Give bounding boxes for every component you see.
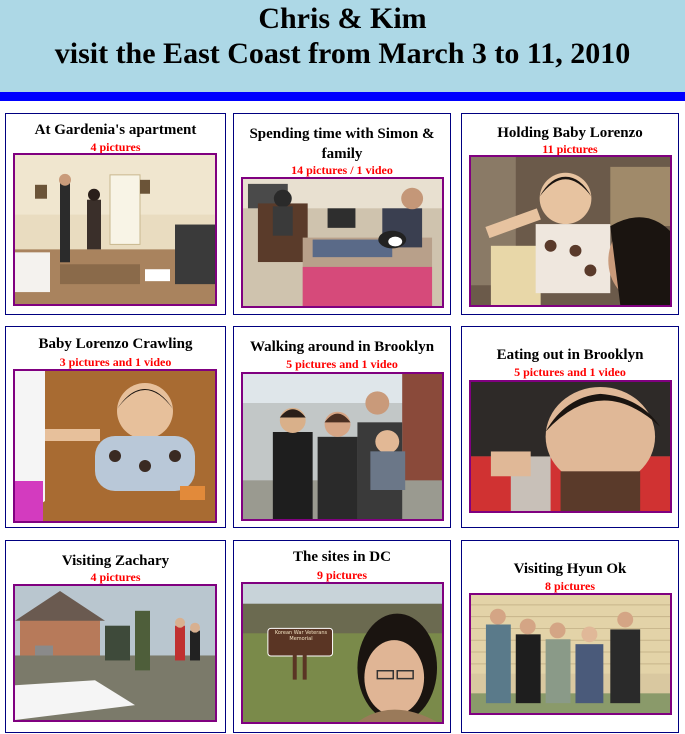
album-cell-gardenia-apartment[interactable] bbox=[5, 113, 226, 315]
group-of-five-photo[interactable] bbox=[469, 593, 672, 715]
album-count: 5 pictures and 1 video bbox=[514, 365, 626, 379]
album-title: Walking around in Brooklyn bbox=[249, 339, 435, 355]
album-count: 3 pictures and 1 video bbox=[59, 355, 172, 369]
album-title: Baby Lorenzo Crawling bbox=[38, 336, 193, 352]
album-title: At Gardenia's apartment bbox=[34, 122, 197, 138]
memorial-sign-text: Korean War Veterans Memorial bbox=[274, 630, 328, 642]
album-count: 4 pictures bbox=[90, 570, 141, 584]
album-title: Spending time with Simon & family bbox=[249, 126, 435, 162]
album-cell-brooklyn-walk[interactable] bbox=[233, 326, 451, 528]
album-title: Holding Baby Lorenzo bbox=[497, 125, 643, 141]
album-count: 9 pictures bbox=[316, 568, 368, 582]
album-count: 4 pictures bbox=[90, 140, 141, 154]
house-yard-photo[interactable] bbox=[13, 584, 217, 722]
album-cell-baby-crawling[interactable] bbox=[5, 326, 226, 528]
album-cell-simon-family[interactable] bbox=[233, 113, 451, 315]
album-cell-visiting-zachary[interactable] bbox=[5, 540, 226, 733]
apartment-living-room-photo[interactable] bbox=[13, 153, 217, 306]
page-header bbox=[0, 0, 685, 92]
album-count: 11 pictures bbox=[542, 142, 598, 156]
album-cell-sites-dc[interactable] bbox=[233, 540, 451, 733]
baby-at-table-photo[interactable] bbox=[469, 380, 672, 513]
album-count: 8 pictures bbox=[544, 579, 596, 593]
baby-pointing-photo[interactable] bbox=[469, 155, 672, 307]
page-title-line2: visit the East Coast from March 3 to 11, 2010 bbox=[54, 37, 631, 70]
album-title: Visiting Hyun Ok bbox=[513, 561, 627, 577]
album-cell-hyun-ok[interactable] bbox=[461, 540, 679, 733]
baby-crawling-photo[interactable] bbox=[13, 369, 217, 523]
album-count: 5 pictures and 1 video bbox=[286, 357, 398, 371]
album-cell-holding-baby[interactable] bbox=[461, 113, 679, 315]
album-title: Eating out in Brooklyn bbox=[496, 347, 644, 363]
album-count: 14 pictures / 1 video bbox=[291, 163, 393, 177]
brooklyn-street-group-photo[interactable] bbox=[241, 372, 444, 521]
album-title: The sites in DC bbox=[293, 549, 391, 565]
family-living-room-photo[interactable] bbox=[241, 177, 444, 308]
header-divider bbox=[0, 92, 685, 101]
page-title-line1: Chris & Kim bbox=[258, 2, 427, 35]
album-cell-eating-brooklyn[interactable] bbox=[461, 326, 679, 528]
album-title: Visiting Zachary bbox=[61, 553, 170, 569]
korean-war-memorial-sign-photo[interactable] bbox=[241, 582, 444, 724]
